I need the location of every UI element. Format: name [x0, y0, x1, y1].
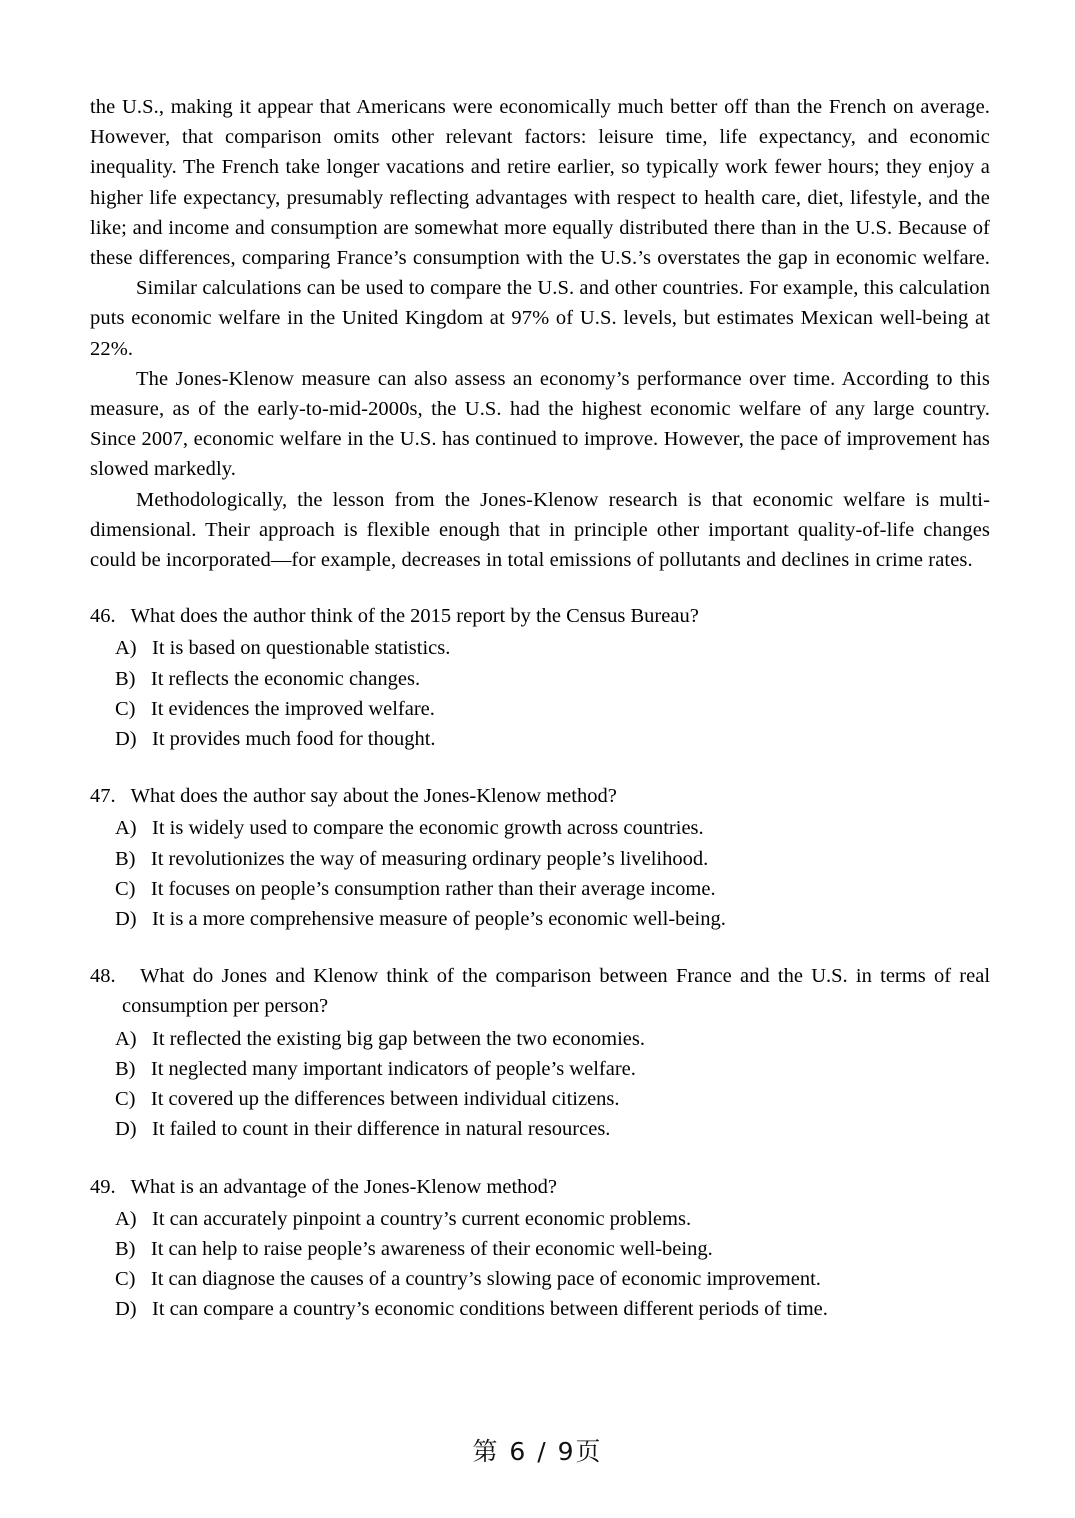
- option-46-a-letter: A): [115, 637, 137, 660]
- reading-passage: [90, 92, 990, 575]
- option-49-d-letter: D): [115, 1298, 137, 1321]
- option-47-c-text: It focuses on people’s consumption rather than their average income.: [150, 877, 716, 900]
- option-46-b-letter: B): [115, 667, 136, 690]
- question-49-stem: [90, 1172, 990, 1202]
- option-49-b-letter: B): [115, 1237, 136, 1260]
- option-49-a[interactable]: [90, 1204, 990, 1234]
- question-46: [90, 601, 990, 754]
- passage-paragraph-4: Methodologically, the lesson from the Jones-Klenow research is that economic welfare is multi-dimensional. Their approach is flexible enough that in principle other important quality-of-life changes could be incorporated—for example, decreases in total emissions of pollutants and declines in crime rates.: [90, 488, 990, 572]
- option-46-d-letter: D): [115, 728, 137, 751]
- option-46-c-letter: C): [115, 697, 136, 720]
- question-46-stem: [90, 601, 990, 631]
- option-46-a[interactable]: [90, 633, 990, 663]
- option-47-b-letter: B): [115, 847, 136, 870]
- option-47-b[interactable]: [90, 844, 990, 874]
- option-46-c-text: It evidences the improved welfare.: [150, 697, 435, 720]
- option-48-b[interactable]: [90, 1054, 990, 1084]
- option-48-c-letter: C): [115, 1088, 136, 1111]
- option-48-b-text: It neglected many important indicators of people’s welfare.: [150, 1057, 636, 1080]
- question-47-options: [90, 813, 990, 934]
- page-number-label: 第 6 / 9页: [472, 1437, 603, 1466]
- option-46-a-text: It is based on questionable statistics.: [152, 637, 451, 660]
- option-49-a-text: It can accurately pinpoint a country’s current economic problems.: [152, 1207, 692, 1230]
- question-47: [90, 781, 990, 934]
- option-48-a-letter: A): [115, 1027, 137, 1050]
- question-49-number: 49.: [90, 1175, 116, 1198]
- question-46-number: 46.: [90, 605, 116, 628]
- option-47-b-text: It revolutionizes the way of measuring ordinary people’s livelihood.: [150, 847, 709, 870]
- option-49-c-letter: C): [115, 1268, 136, 1291]
- passage-paragraph-3: The Jones-Klenow measure can also assess an economy’s performance over time. According to this measure, as of the early-to-mid-2000s, the U.S. had the highest economic welfare of any large country. Since 2007, economic welfare in the U.S. has continued to improve. However, the pace of improvement has slowed markedly.: [90, 367, 990, 481]
- question-48-stem: [90, 961, 990, 1021]
- question-48-number: 48.: [90, 965, 116, 988]
- option-48-b-letter: B): [115, 1057, 136, 1080]
- option-48-c-text: It covered up the differences between individual citizens.: [150, 1088, 620, 1111]
- option-49-d[interactable]: [90, 1294, 990, 1324]
- option-47-a[interactable]: [90, 813, 990, 843]
- question-47-number: 47.: [90, 785, 116, 808]
- option-46-c[interactable]: [90, 694, 990, 724]
- passage-paragraph-1: the U.S., making it appear that Americans were economically much better off than the French on average. However, that comparison omits other relevant factors: leisure time, life expectancy, and economic inequality. The French take longer vacations and retire earlier, so typically work fewer hours; they enjoy a higher life expectancy, presumably reflecting advantages with respect to health care, diet, lifestyle, and the like; and income and consumption are somewhat more equally distributed there than in the U.S. Because of these differences, comparing France’s consumption with the U.S.’s overstates the gap in economic welfare.: [90, 96, 990, 270]
- questions-list: [90, 601, 990, 1324]
- option-47-c[interactable]: [90, 874, 990, 904]
- question-47-stem: [90, 781, 990, 811]
- option-48-c[interactable]: [90, 1084, 990, 1114]
- passage-paragraph-2: Similar calculations can be used to compare the U.S. and other countries. For example, this calculation puts economic welfare in the United Kingdom at 97% of U.S. levels, but estimates Mexican well-being at 22%.: [90, 277, 990, 360]
- option-48-a[interactable]: [90, 1024, 990, 1054]
- option-49-b-text: It can help to raise people’s awareness of their economic well-being.: [150, 1237, 713, 1260]
- page-footer: [0, 1432, 1075, 1468]
- option-47-d[interactable]: [90, 904, 990, 934]
- question-49: [90, 1172, 990, 1325]
- option-48-d[interactable]: [90, 1114, 990, 1144]
- question-49-text: What is an advantage of the Jones-Klenow method?: [130, 1175, 558, 1198]
- question-46-options: [90, 633, 990, 754]
- option-48-d-letter: D): [115, 1118, 137, 1141]
- option-49-a-letter: A): [115, 1207, 137, 1230]
- question-48-options: [90, 1024, 990, 1145]
- option-47-c-letter: C): [115, 877, 136, 900]
- option-47-a-text: It is widely used to compare the economic growth across countries.: [152, 817, 704, 840]
- option-47-d-letter: D): [115, 908, 137, 931]
- option-49-b[interactable]: [90, 1234, 990, 1264]
- option-49-c[interactable]: [90, 1264, 990, 1294]
- option-47-d-text: It is a more comprehensive measure of people’s economic well-being.: [152, 908, 726, 931]
- option-46-d-text: It provides much food for thought.: [152, 728, 436, 751]
- option-46-b-text: It reflects the economic changes.: [150, 667, 421, 690]
- question-47-text: What does the author say about the Jones-Klenow method?: [130, 785, 617, 808]
- option-49-d-text: It can compare a country’s economic conditions between different periods of time.: [152, 1298, 828, 1321]
- option-48-d-text: It failed to count in their difference in natural resources.: [152, 1118, 611, 1141]
- question-49-options: [90, 1204, 990, 1325]
- option-49-c-text: It can diagnose the causes of a country’s slowing pace of economic improvement.: [150, 1268, 821, 1291]
- option-48-a-text: It reflected the existing big gap between the two economies.: [152, 1027, 645, 1050]
- question-46-text: What does the author think of the 2015 report by the Census Bureau?: [130, 605, 699, 628]
- option-47-a-letter: A): [115, 817, 137, 840]
- page-content: [90, 92, 990, 1352]
- question-48: [90, 961, 990, 1144]
- option-46-b[interactable]: [90, 664, 990, 694]
- option-46-d[interactable]: [90, 724, 990, 754]
- question-48-text: What do Jones and Klenow think of the comparison between France and the U.S. in terms of real consumption per person?: [122, 965, 991, 1018]
